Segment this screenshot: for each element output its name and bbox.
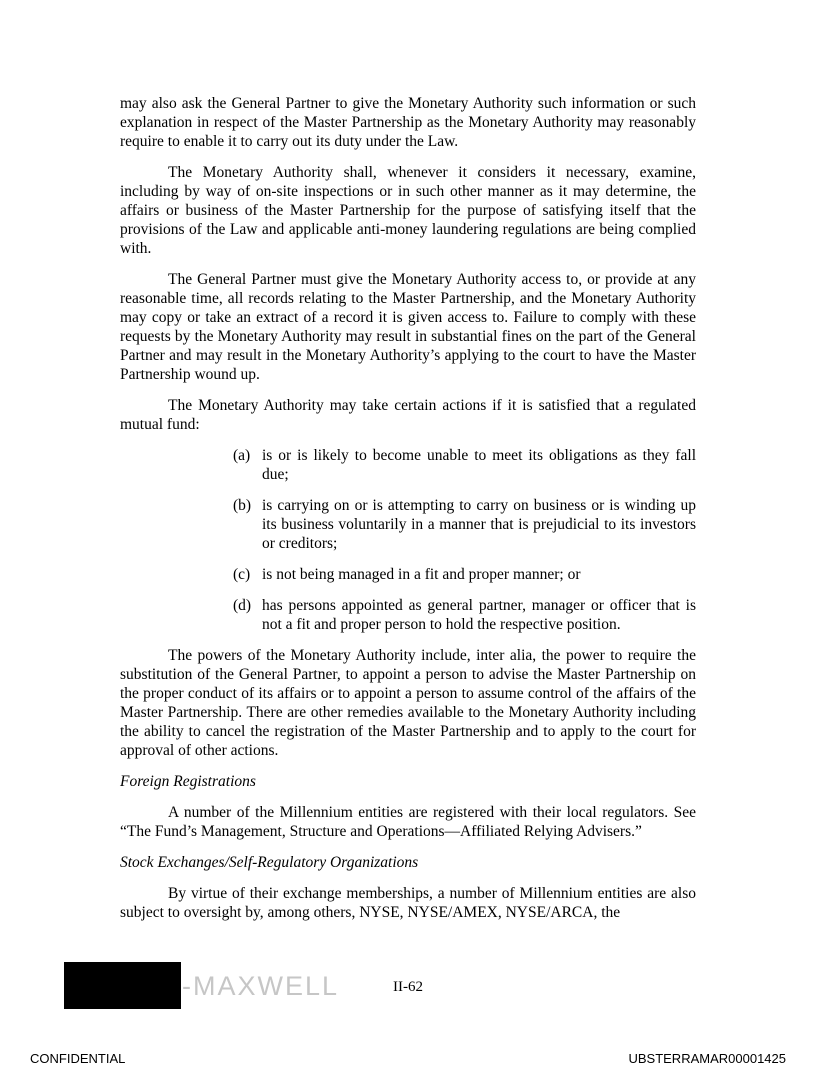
list-item-label: (b): [233, 497, 252, 514]
confidential-label: CONFIDENTIAL: [30, 1051, 126, 1066]
list-item-label: (a): [233, 447, 251, 464]
paragraph-actions-lead-in: The Monetary Authority may take certain actions if it is satisfied that a regulated mutual fund:: [120, 397, 696, 433]
list-item-label: (c): [233, 566, 251, 583]
paragraph-examine: The Monetary Authority shall, whenever it considers it necessary, examine, including by way of on-site inspections or in such other manner as it may determine, the affairs or business of the Master Partnership for the purpose of satisfying itself that the provisions of the Law and applicable anti-money laundering regulations are being complied with.: [120, 164, 696, 257]
list-item-b: [233, 496, 696, 553]
list-item-a: [233, 446, 696, 484]
paragraph-intro-continuation: may also ask the General Partner to give the Monetary Authority such information or such explanation in respect of the Master Partnership as the Monetary Authority may reasonably require to enable it to carry out its duty under the Law.: [120, 95, 696, 150]
heading-foreign-registrations: Foreign Registrations: [120, 773, 256, 790]
paragraph-access-records: The General Partner must give the Monetary Authority access to, or provide at any reasonable time, all records relating to the Master Partnership, and the Monetary Authority may copy or take an extract of a record it is given access to. Failure to comply with these requests by the Monetary Authority may result in substantial fines on the part of the General Partner and may result in the Monetary Authority’s applying to the court to have the Master Partnership wound up.: [120, 271, 696, 383]
bates-number: UBSTERRAMAR00001425: [628, 1051, 786, 1066]
list-item-text: is carrying on or is attempting to carry on business or is winding up its business voluntarily in a manner that is prejudicial to its investors or creditors;: [262, 497, 696, 552]
page-number: II-62: [393, 979, 423, 995]
paragraph-powers: The powers of the Monetary Authority include, inter alia, the power to require the substitution of the General Partner, to appoint a person to advise the Master Partnership on the proper conduct of its affairs or to appoint a person to assume control of the affairs of the Master Partnership. There are other remedies available to the Monetary Authority including the ability to cancel the registration of the Master Partnership and to apply to the court for approval of other actions.: [120, 647, 696, 759]
list-item-d: [233, 596, 696, 634]
heading-stock-exchanges: Stock Exchanges/Self-Regulatory Organizations: [120, 854, 419, 871]
list-item-text: is or is likely to become unable to meet its obligations as they fall due;: [262, 447, 696, 483]
watermark-text: -MAXWELL: [182, 971, 340, 1001]
list-item-label: (d): [233, 597, 252, 614]
list-item-c: [233, 565, 696, 584]
document-body: [120, 94, 696, 934]
list-item-text: has persons appointed as general partner, manager or officer that is not a fit and proper person to hold the respective position.: [262, 597, 696, 633]
paragraph-stock-exchanges: By virtue of their exchange memberships, a number of Millennium entities are also subject to oversight by, among others, NYSE, NYSE/AMEX, NYSE/ARCA, the: [120, 885, 696, 921]
lettered-list: [120, 446, 696, 634]
paragraph-foreign-registrations: A number of the Millennium entities are registered with their local regulators. See “The Fund’s Management, Structure and Operations—Affiliated Relying Advisers.”: [120, 804, 696, 840]
list-item-text: is not being managed in a fit and proper manner; or: [262, 566, 581, 583]
